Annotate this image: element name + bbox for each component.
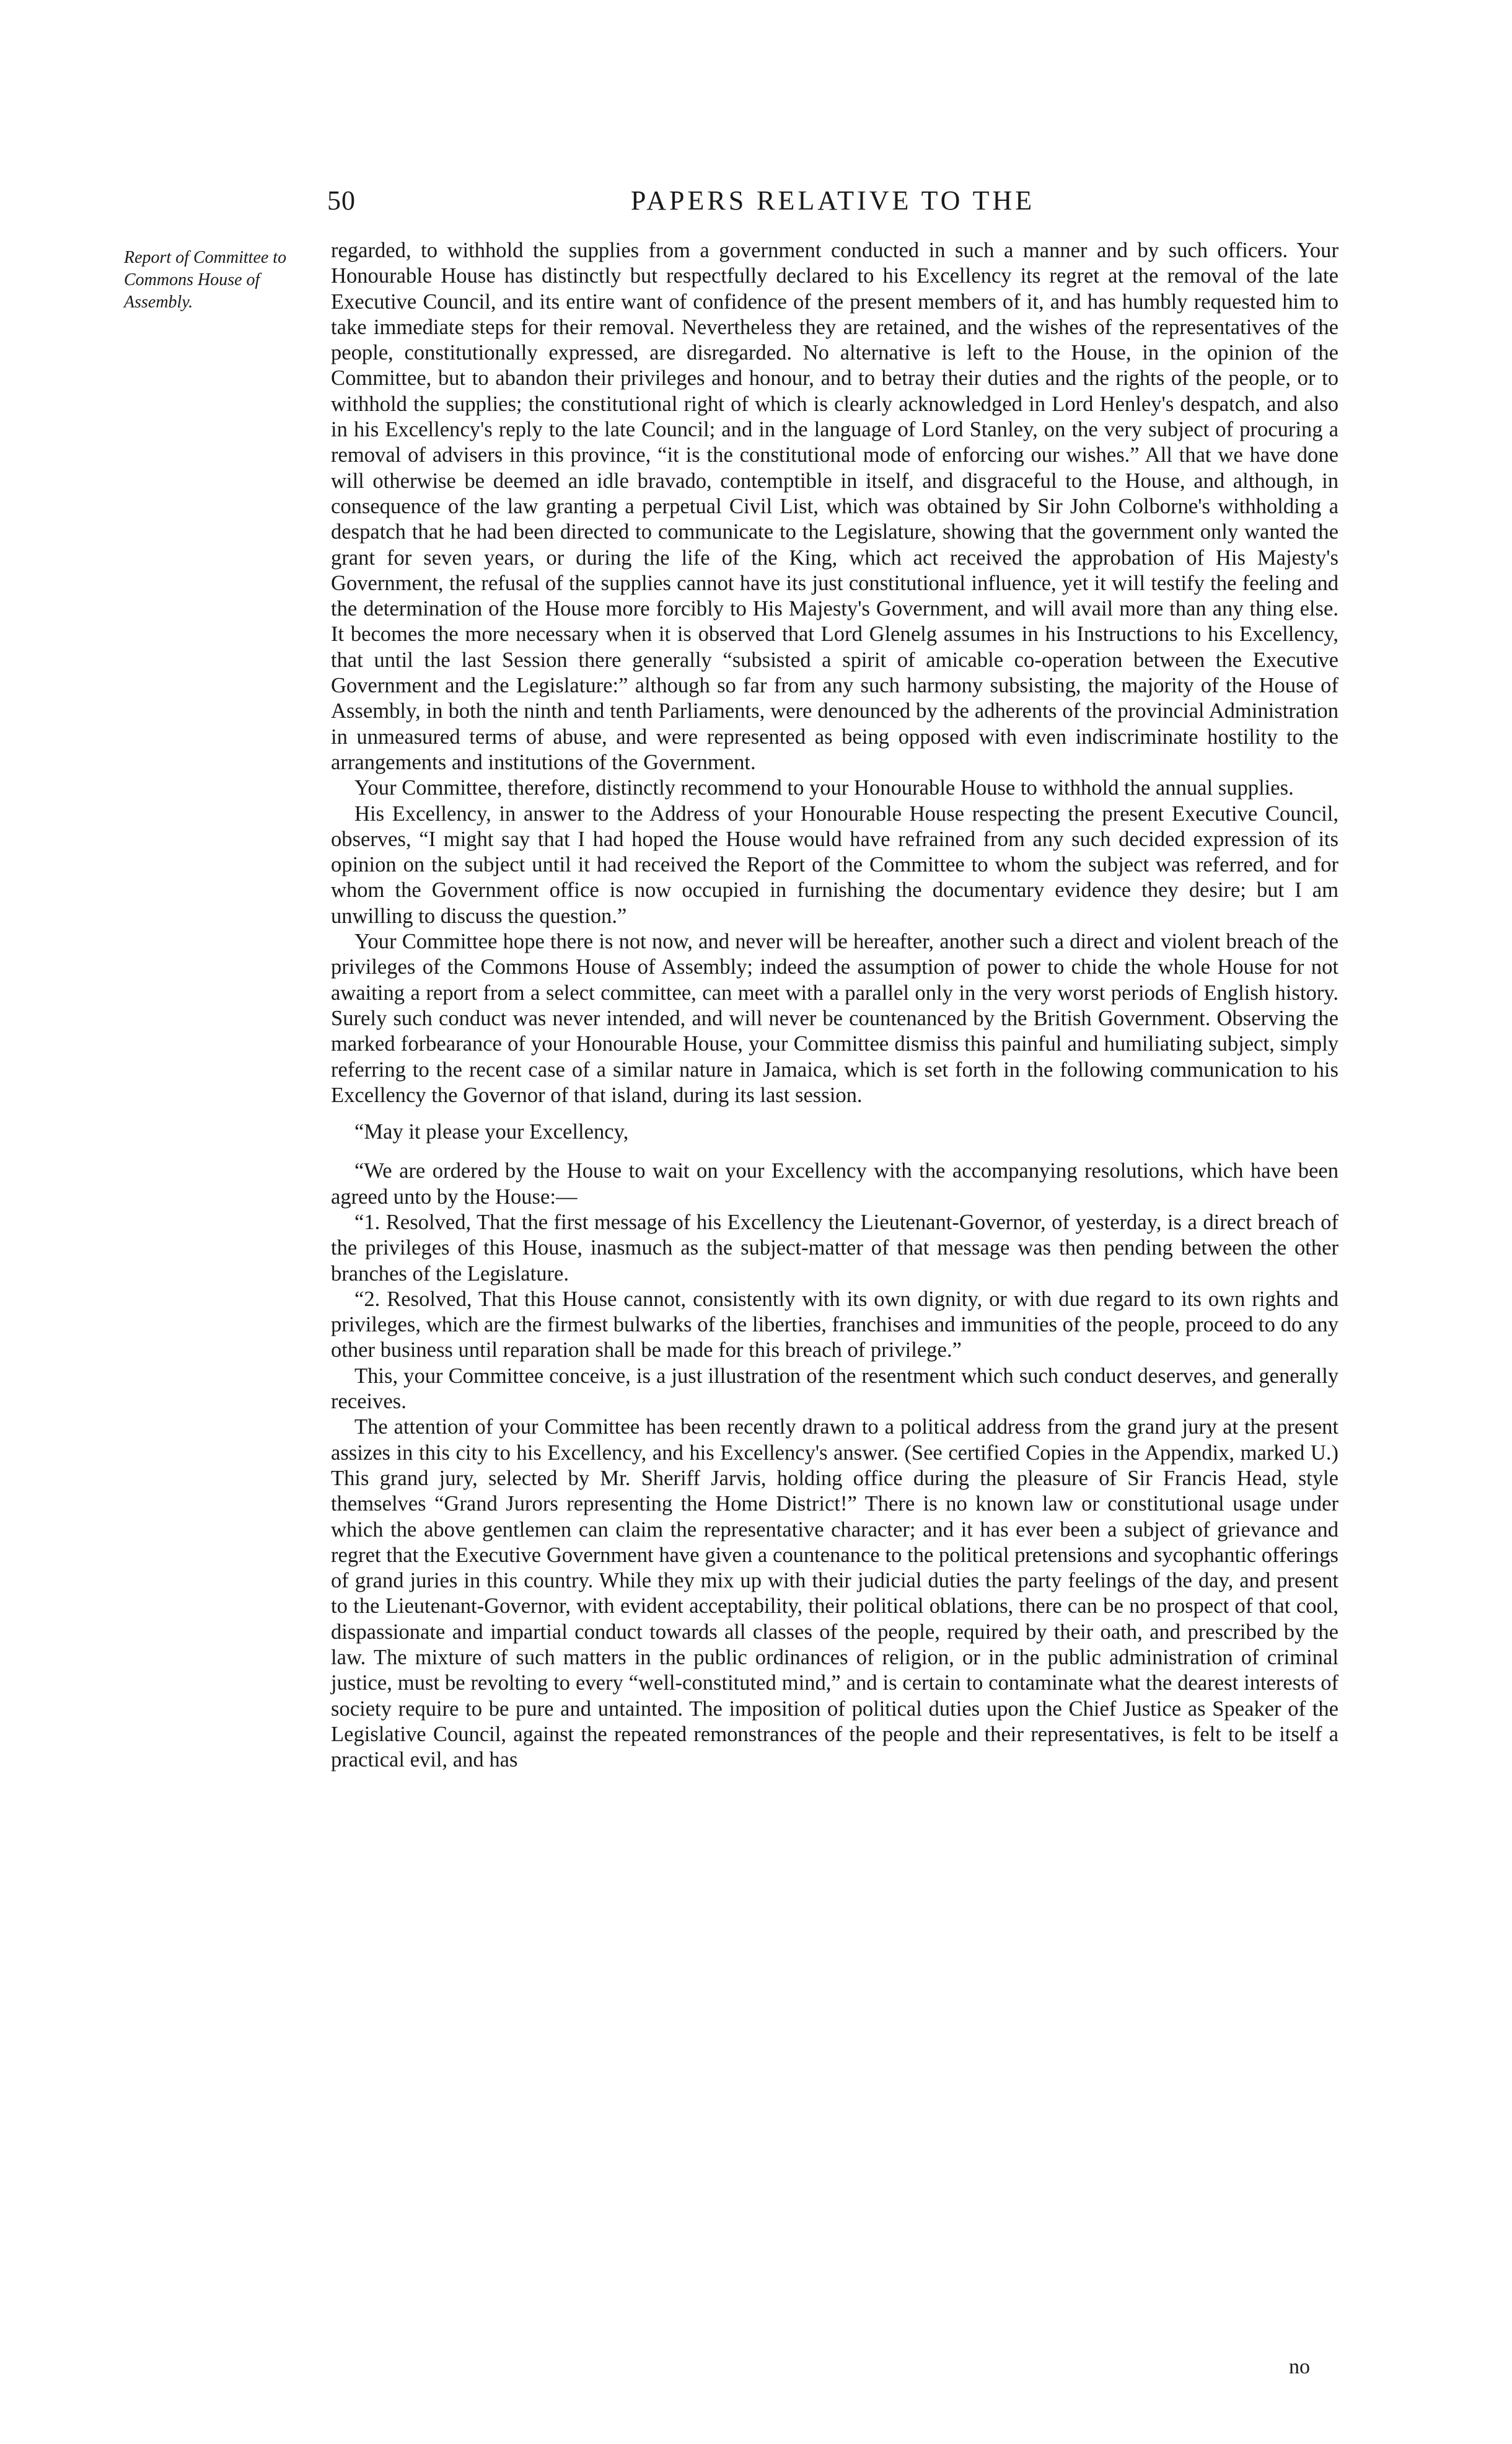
quoted-paragraph: “We are ordered by the House to wait on your Excellency with the accompanying resolutions, which have been agreed unto by the House:— [331,1159,1338,1209]
margin-note: Report of Committee to Commons House of Assembly. [124,248,287,312]
catchword: no [1289,2355,1310,2378]
resolution-1: “1. Resolved, That the first message of his Excellency the Lieutenant-Governor, of yesterday, is a direct breach of the privileges of this House, inasmuch as the subject-matter of that message was then pending between the other branches of the Legislature. [331,1210,1338,1286]
page-number: 50 [327,185,356,216]
paragraph: His Excellency, in answer to the Address of your Honourable House respecting the present Executive Council, observes, “I might say that I had hoped the House would have refrained from any such decided expression of its opinion on the subject until it had received the Report of the Committee to whom the subject was referred, and for whom the Government office is now occupied in furnishing the documentary evidence they desire; but I am unwilling to discuss the question.” [331,801,1338,928]
paragraph: Your Committee, therefore, distinctly recommend to your Honourable House to withhold the annual supplies. [354,776,1294,800]
quoted-salutation: “May it please your Excellency, [354,1120,629,1144]
running-title: PAPERS RELATIVE TO THE [630,185,1035,216]
resolution-2: “2. Resolved, That this House cannot, consistently with its own dignity, or with due regard to its own rights and privileges, which are the firmest bulwarks of the liberties, franchises and immunities of the people, proceed to do any other business until reparation shall be made for this breach of privilege.” [331,1287,1338,1362]
paragraph: regarded, to withhold the supplies from a government conducted in such a manner and by such officers. Your Honourable House has distinctly but respectfully declared to his Excellency its regret at the removal of the late Executive Council, and its entire want of confidence of the present members of it, and has humbly requested him to take immediate steps for their removal. Nevertheless they are retained, and the wishes of the representatives of the people, constitutionally expressed, are disregarded. No alternative is left to the House, in the opinion of the Committee, but to abandon their privileges and honour, and to betray their duties and the rights of the people, or to withhold the supplies; the constitutional right of which is clearly acknowledged in Lord Henley's despatch, and also in his Excellency's reply to the late Council; and in the language of Lord Stanley, on the very subject of procuring a removal of advisers in this province, “it is the constitutional mode of enforcing our wishes.” All that we have done will otherwise be deemed an idle bravado, contemptible in itself, and disgraceful to the House, and although, in consequence of the law granting a perpetual Civil List, which was obtained by Sir John Colborne's withholding a despatch that he had been directed to communicate to the Legislature, showing that the government only wanted the grant for seven years, or during the life of the King, which act received the approbation of His Majesty's Government, the refusal of the supplies cannot have its just constitutional influence, yet it will testify the feeling and the determination of the House more forcibly to His Majesty's Government, and will avail more than any thing else. It becomes the more necessary when it is observed that Lord Glenelg assumes in his Instructions to his Excellency, that until the last Session there generally “subsisted a spirit of amicable co-operation between the Executive Government and the Legislature:” although so far from any such harmony subsisting, the majority of the House of Assembly, in both the ninth and tenth Parliaments, were denounced by the adherents of the provincial Administration in unmeasured terms of abuse, and were represented as being opposed with even indiscriminate hostility to the arrangements and institutions of the Government. [331,239,1338,774]
paragraph: This, your Committee conceive, is a just illustration of the resentment which such conduct deserves, and generally receives. [331,1364,1338,1414]
page-header [327,185,1338,228]
paragraph: Your Committee hope there is not now, and never will be hereafter, another such a direct and violent breach of the privileges of the Commons House of Assembly; indeed the assumption of power to chide the whole House for not awaiting a report from a select committee, can meet with a parallel only in the very worst periods of English history. Surely such conduct was never intended, and will never be countenanced by the British Government. Observing the marked forbearance of your Honourable House, your Committee dismiss this painful and humiliating subject, simply referring to the recent case of a similar nature in Jamaica, which is set forth in the following communication to his Excellency the Governor of that island, during its last session. [331,930,1338,1107]
body-text [331,238,1338,1773]
paragraph: The attention of your Committee has been recently drawn to a political address from the grand jury at the present assizes in this city to his Excellency, and his Excellency's answer. (See certified Copies in the Appendix, marked U.) This grand jury, selected by Mr. Sheriff Jarvis, holding office during the pleasure of Sir Francis Head, style themselves “Grand Jurors representing the Home District!” There is no known law or constitutional usage under which the above gentlemen can claim the representative character; and it has ever been a subject of grievance and regret that the Executive Government have given a countenance to the political pretensions and sycophantic offerings of grand juries in this country. While they mix up with their judicial duties the party feelings of the day, and present to the Lieutenant-Governor, with evident acceptability, their political oblations, there can be no prospect of that cool, dispassionate and impartial conduct towards all classes of the people, required by their oath, and prescribed by the law. The mixture of such matters in the public ordinances of religion, or in the public administration of criminal justice, must be revolting to every “well-constituted mind,” and is certain to contaminate what the dearest interests of society require to be pure and untainted. The imposition of political duties upon the Chief Justice as Speaker of the Legislative Council, against the repeated remonstrances of the people and their representatives, is felt to be itself a practical evil, and has [331,1415,1338,1772]
